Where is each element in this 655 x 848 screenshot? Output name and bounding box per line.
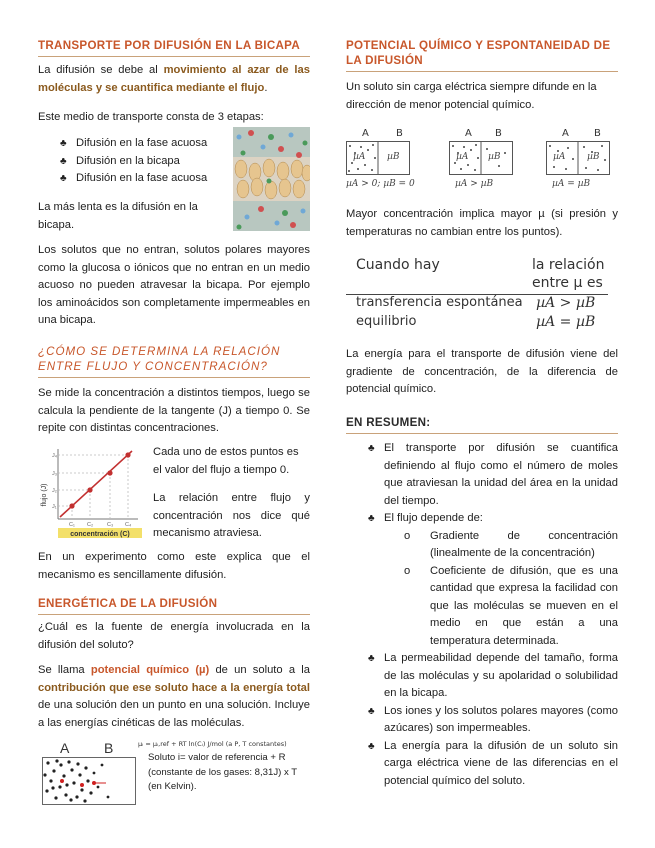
list-item: ♣ El flujo depende de: o Gradiente de concentración (linealmente de la concentración) o Coeficiente de difusión, que es una cantidad que expresa la facilidad con que las moléculas se mueven en el medio en que están a una temperatura determinada. bbox=[368, 510, 618, 650]
circle-icon: o bbox=[404, 529, 411, 542]
paragraph-potencial-quimico: Se llama potencial químico (µ) de un soluto a la contribución que ese soluto hace a la energía total de una solución den un punto en una solución. Incluye a las energías cinéticas de las moléculas. bbox=[38, 664, 310, 729]
list-resumen bbox=[368, 440, 618, 790]
compartment-condition: µA > µB bbox=[455, 179, 494, 189]
chart-xlabel: concentración (C) bbox=[70, 531, 130, 538]
chart-tick-y: J₄ bbox=[52, 453, 57, 459]
club-icon: ♣ bbox=[368, 653, 375, 664]
chart-tick-x: C₄ bbox=[125, 522, 132, 528]
compartment-diagrams: A B µA µB µA > 0; µB = 0 A B µA µB µA > µB A B µA µB µA = µB bbox=[346, 128, 618, 194]
table-cell: transferencia espontánea bbox=[356, 295, 523, 310]
section-heading-resumen bbox=[346, 415, 618, 434]
heading-energetica: ENERGÉTICA DE LA DIFUSIÓN bbox=[38, 597, 218, 610]
highlight-potencial: potencial químico (µ) bbox=[90, 664, 210, 676]
list-item: o Coeficiente de difusión, que es una cantidad que expresa la facilidad con que las moléculas se mueven en el medio en que están a una temperatura determinada. bbox=[404, 564, 618, 647]
paragraph-relacion-flujo: La relación entre flujo y concentración nos dice qué mecanismo atraviesa. bbox=[153, 492, 310, 539]
paragraph-energia-transporte: La energía para el transporte de difusión viene del gradiente de concentración, de la diferencia de potencial químico. bbox=[346, 348, 618, 395]
club-icon: ♣ bbox=[60, 138, 67, 149]
bilayer-illustration bbox=[233, 127, 310, 231]
list-item: o Gradiente de concentración (linealmente de la concentración) bbox=[404, 529, 618, 559]
chart-tick-y: J₂ bbox=[52, 488, 57, 494]
chart-point bbox=[87, 487, 92, 492]
chart-tick-x: C₂ bbox=[87, 522, 94, 528]
heading-resumen: EN RESUMEN: bbox=[346, 416, 431, 429]
list-item: ♣ Los iones y los solutos polares mayores (como azúcares) son impermeables. bbox=[368, 704, 618, 734]
list-item: ♣ La permeabilidad depende del tamaño, forma de las moléculas y su apolaridad o solubilidad en la bicapa. bbox=[368, 652, 618, 699]
chart-point bbox=[107, 470, 112, 475]
list-etapas bbox=[60, 135, 240, 188]
list-item: ♣ Difusión en la fase acuosa bbox=[60, 170, 240, 188]
heading-relacion: ¿CÓMO SE DETERMINA LA RELACIÓN ENTRE FLUJO Y CONCENTRACIÓN? bbox=[38, 345, 281, 373]
chart-ylabel: flujo (J) bbox=[41, 483, 48, 507]
table-header-relacion: la relación bbox=[532, 257, 605, 273]
paragraph-mas-lenta: La más lenta es la difusión en la bicapa. bbox=[38, 201, 198, 231]
list-item: ♣ Difusión en la bicapa bbox=[60, 153, 240, 171]
list-item: ♣ Difusión en la fase acuosa bbox=[60, 135, 240, 153]
club-icon: ♣ bbox=[368, 705, 375, 717]
table-cell: equilibrio bbox=[356, 314, 417, 329]
list-item: ♣ El transporte por difusión se cuantifica definiendo al flujo como el número de moles que atraviesan la unidad del área en la unidad del tiempo. bbox=[368, 442, 618, 507]
paragraph-soluto-ref: Soluto i= valor de referencia + R (constante de los gases: 8,31J) x T (en Kelvin). bbox=[148, 752, 297, 792]
section-heading-potencial bbox=[346, 38, 618, 72]
chart-tick-y: J₁ bbox=[52, 504, 57, 510]
section-heading-energetica bbox=[38, 596, 310, 615]
chart-point bbox=[125, 452, 130, 457]
label-b: B bbox=[104, 740, 114, 756]
section-heading-transporte bbox=[38, 38, 310, 57]
paragraph-difusion-intro: La difusión se debe al movimiento al azar de las moléculas y se cuantifica mediante el flujo. bbox=[38, 64, 310, 94]
chart-tick-x: C₁ bbox=[69, 522, 75, 528]
relation-table bbox=[346, 253, 618, 335]
table-cell: µA = µB bbox=[536, 314, 596, 330]
paragraph-solutos: Los solutos que no entran, solutos polares mayores como la glucosa o iónicos que no entran en un medio acuoso no pueden atravesar la bicapa. Por ejemplo los aminoácidos son completamente impermeables en una bicapa. bbox=[38, 244, 310, 326]
heading-transporte: TRANSPORTE POR DIFUSIÓN EN LA BICAPA bbox=[38, 39, 301, 52]
paragraph-fuente-energia: ¿Cuál es la fuente de energía involucrada en la difusión del soluto? bbox=[38, 621, 310, 651]
paragraph-cada-punto: Cada uno de estos puntos es el valor del flujo a tiempo 0. bbox=[153, 446, 299, 476]
club-icon: ♣ bbox=[368, 513, 375, 524]
paragraph-mide: Se mide la concentración a distintos tiempos, luego se calcula la pendiente de la tangente (J) a tiempo 0. Se repite con distintas concentraciones. bbox=[38, 387, 310, 434]
paragraph-soluto-carga: Un soluto sin carga eléctrica siempre difunde en la dirección de menor potencial químico. bbox=[346, 81, 597, 111]
formula-potencial: µᵢ = µᵢ,ref + RT ln(Cᵢ) J/mol (a P, T constantes) bbox=[138, 740, 287, 748]
paragraph-experimento: En un experimento como este explica que el mecanismo es sencillamente difusión. bbox=[38, 551, 310, 581]
compartment-condition: µA > 0; µB = 0 bbox=[346, 179, 415, 189]
table-cell: µA > µB bbox=[536, 295, 596, 311]
sublist-flujo bbox=[404, 528, 618, 651]
chart-tick-y: J₃ bbox=[52, 471, 57, 477]
circle-icon: o bbox=[404, 564, 411, 577]
chart-tick-x: C₃ bbox=[107, 522, 114, 528]
compartment-condition: µA = µB bbox=[552, 179, 591, 189]
table-header-cuando: Cuando hay bbox=[356, 257, 440, 273]
particle-box-illustration bbox=[42, 757, 136, 805]
table-header-entre: entre µ es bbox=[532, 275, 603, 291]
club-icon: ♣ bbox=[368, 443, 375, 454]
paragraph-mayor-concentracion: Mayor concentración implica mayor µ (si presión y temperaturas no cambian entre los puntos). bbox=[346, 208, 618, 238]
highlight-contribucion: contribución que ese soluto hace a la energía total bbox=[38, 681, 310, 694]
highlight-movimiento: movimiento al azar de las moléculas y se cuantifica mediante el flujo bbox=[38, 64, 310, 94]
club-icon: ♣ bbox=[60, 155, 67, 167]
section-heading-relacion bbox=[38, 344, 310, 378]
club-icon: ♣ bbox=[368, 740, 375, 752]
paragraph-etapas: Este medio de transporte consta de 3 etapas: bbox=[38, 111, 264, 123]
chart-point bbox=[69, 503, 74, 508]
label-a: A bbox=[60, 740, 70, 756]
flux-concentration-chart bbox=[38, 443, 148, 539]
list-item: ♣ La energía para la difusión de un soluto sin carga eléctrica viene de las diferencias en el potencial químico del soluto. bbox=[368, 739, 618, 787]
heading-potencial: POTENCIAL QUÍMICO Y ESPONTANEIDAD DE LA DIFUSIÓN bbox=[346, 39, 611, 67]
club-icon: ♣ bbox=[60, 173, 67, 184]
